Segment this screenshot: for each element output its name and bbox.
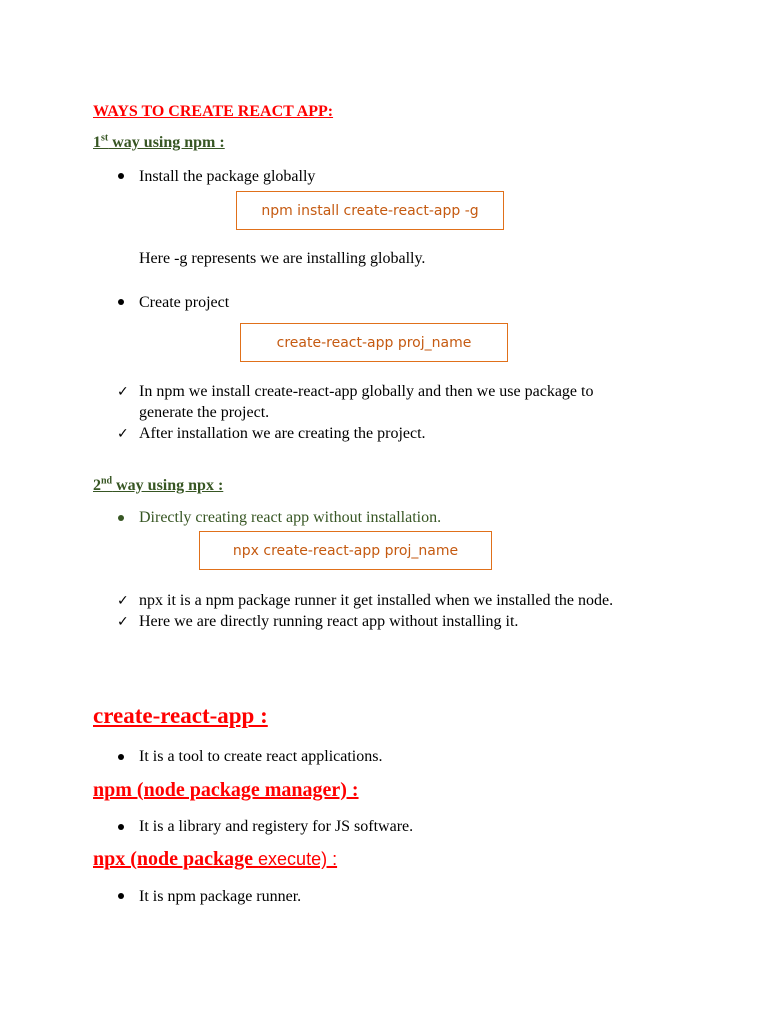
way1-heading-num: 1	[93, 134, 101, 151]
way2-heading-rest: way using npx :	[112, 477, 224, 494]
command-box-create-project	[240, 323, 508, 362]
npx-heading-part1: npx (node package	[93, 848, 259, 870]
way1-check-1-line1: In npm we install create-react-app globally and then we use package to	[139, 383, 594, 400]
way2-heading-sup: nd	[101, 475, 113, 487]
npx-description: It is npm package runner.	[139, 888, 302, 905]
way2-heading	[93, 477, 223, 495]
way1-heading-rest: way using npm :	[108, 134, 225, 151]
checkmark-icon: ✓	[117, 426, 129, 442]
command-box-npx	[199, 531, 492, 570]
way1-check-1-line2: generate the project.	[139, 404, 270, 421]
command-text: npx create-react-app proj_name	[232, 542, 459, 559]
npx-heading	[93, 848, 337, 871]
way2-check-1: npx it is a npm package runner it get installed when we installed the node.	[139, 592, 614, 609]
way2-bullet-direct: Directly creating react app without installation.	[139, 509, 442, 526]
way1-note: Here -g represents we are installing globally.	[139, 250, 426, 267]
way1-check-2: After installation we are creating the project.	[139, 425, 426, 442]
bullet-dot	[118, 299, 124, 305]
npx-heading-part2: execute) :	[258, 849, 338, 869]
command-box-npm-install	[236, 191, 504, 230]
bullet-dot	[118, 173, 124, 179]
bullet-dot	[118, 824, 124, 830]
command-text: npm install create-react-app -g	[261, 202, 479, 219]
checkmark-icon: ✓	[117, 614, 129, 630]
bullet-dot	[118, 893, 124, 899]
way1-heading-sup: st	[101, 132, 109, 144]
way1-bullet-install: Install the package globally	[139, 168, 316, 185]
page-title: WAYS TO CREATE REACT APP:	[93, 103, 334, 120]
way1-bullet-create: Create project	[139, 294, 230, 311]
cra-description: It is a tool to create react applications.	[139, 748, 383, 765]
checkmark-icon: ✓	[117, 384, 129, 400]
way2-check-2: Here we are directly running react app without installing it.	[139, 613, 519, 630]
npm-description: It is a library and registery for JS software.	[139, 818, 414, 835]
npm-heading: npm (node package manager) :	[93, 779, 359, 801]
bullet-dot	[118, 754, 124, 760]
way1-heading	[93, 134, 225, 152]
way2-heading-num: 2	[93, 477, 101, 494]
cra-heading: create-react-app :	[93, 703, 268, 728]
command-text: create-react-app proj_name	[276, 334, 472, 351]
checkmark-icon: ✓	[117, 593, 129, 609]
bullet-dot	[118, 515, 124, 521]
